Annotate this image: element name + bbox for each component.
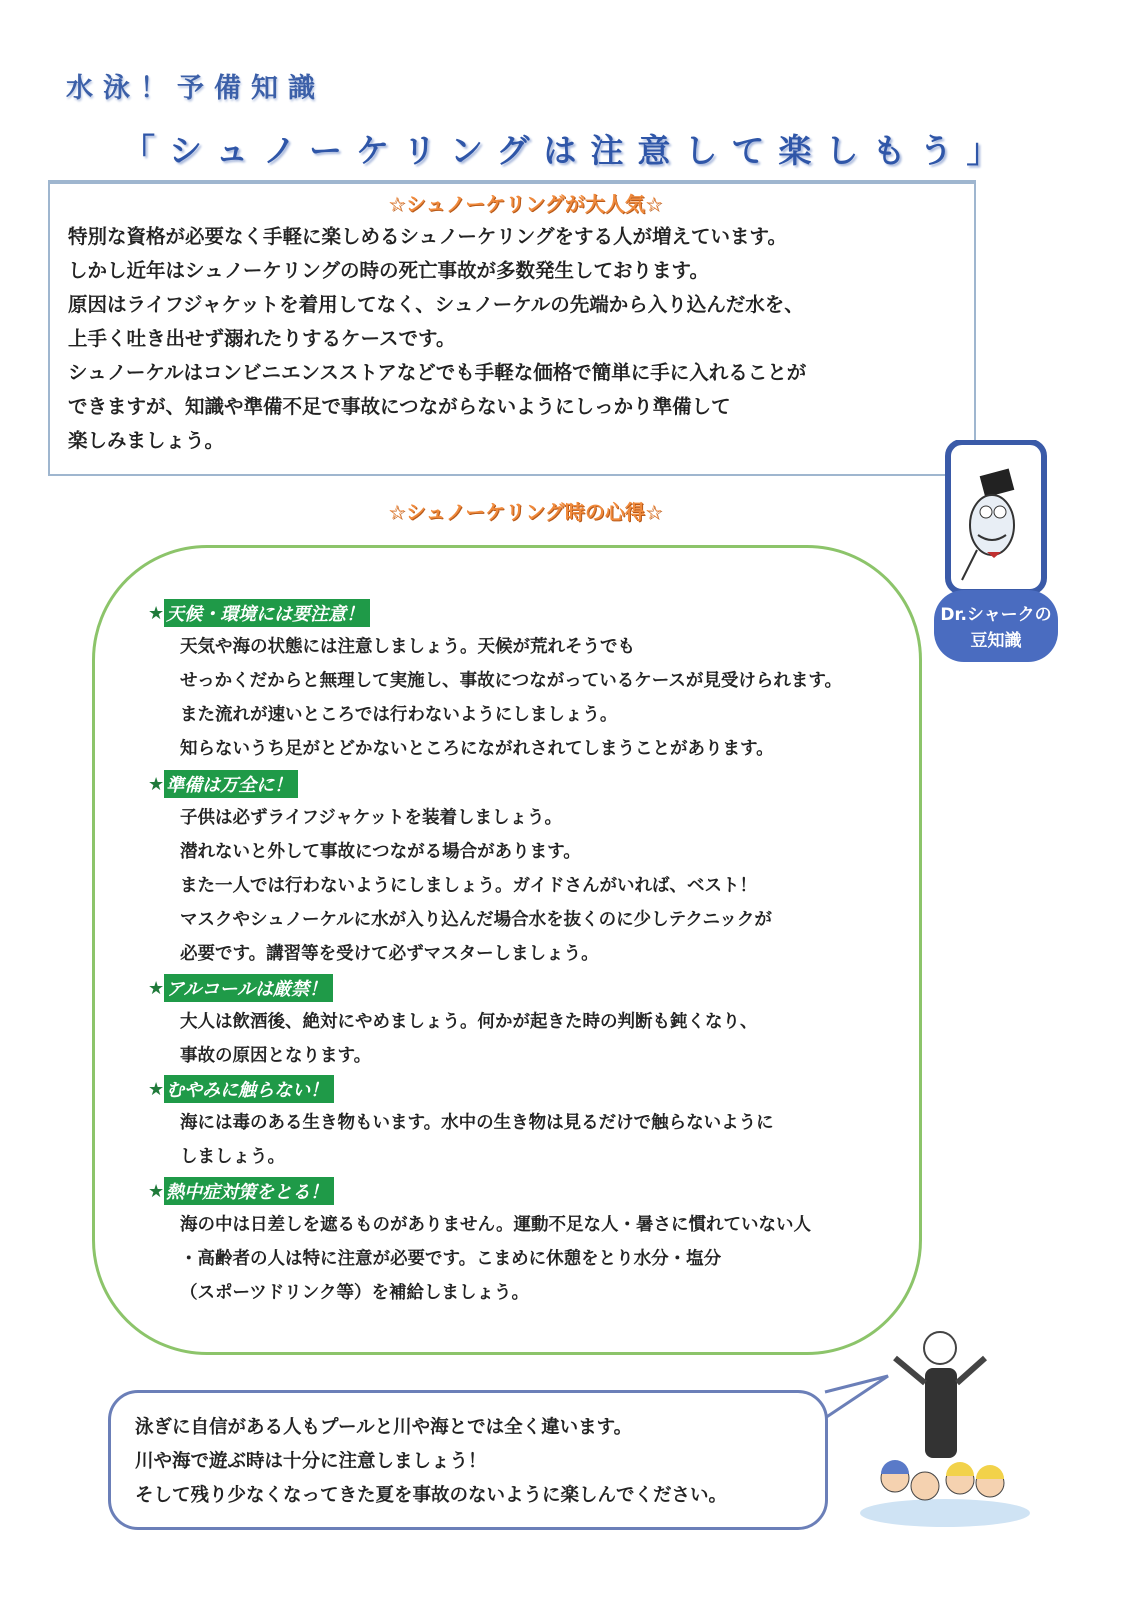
badge-line1: Dr.シャークの: [940, 605, 1052, 625]
dr-shark-badge: [932, 440, 1060, 666]
tip-section-heading: [148, 1178, 811, 1204]
tip-line: せっかくだからと無理して実施し、事故につながっているケースが見受けられます。: [180, 671, 843, 691]
intro-line: 特別な資格が必要なく手軽に楽しめるシュノーケリングをする人が増えています。: [68, 225, 787, 248]
star-icon: ★: [148, 773, 165, 795]
tip-line: 知らないうち足がとどかないところにながれされてしまうことがあります。: [180, 739, 774, 759]
tip-line: マスクやシュノーケルに水が入り込んだ場合水を抜くのに少しテクニックが: [180, 910, 772, 930]
intro-line: できますが、知識や準備不足で事故につながらないようにしっかり準備して: [68, 395, 731, 418]
intro-line: 原因はライフジャケットを着用してなく、シュノーケルの先端から入り込んだ水を、: [68, 293, 804, 316]
tip-section: [148, 975, 758, 1073]
bubble-line: 川や海で遊ぶ時は十分に注意しましょう！: [135, 1451, 487, 1472]
tip-line: しましょう。: [180, 1147, 285, 1167]
tip-line: また流れが速いところでは行わないようにしましょう。: [180, 705, 618, 725]
tip-title: 天候・環境には要注意！: [164, 599, 370, 627]
intro-line: 上手く吐き出せず溺れたりするケースです。: [68, 327, 456, 350]
tip-line: 天気や海の状態には注意しましょう。天候が荒れそうでも: [180, 637, 635, 657]
tip-section: [148, 1076, 774, 1174]
badge-line2: 豆知識: [970, 631, 1022, 651]
tip-line: また一人では行わないようにしましょう。ガイドさんがいれば、ベスト！: [180, 876, 757, 896]
tip-title: むやみに触らない！: [164, 1075, 334, 1103]
tip-line: 海の中は日差しを遮るものがありません。運動不足な人・暑さに慣れていない人: [180, 1215, 812, 1235]
bubble-line: 泳ぎに自信がある人もプールと川や海とでは全く違います。: [135, 1417, 633, 1438]
star-icon: ★: [148, 602, 165, 624]
star-icon: ★: [148, 1180, 165, 1202]
star-icon: ★: [148, 977, 165, 999]
intro-line: 楽しみましょう。: [68, 429, 225, 452]
tip-line: 子供は必ずライフジャケットを装着しましょう。: [180, 808, 563, 828]
tip-line: 必要です。講習等を受けて必ずマスターしましょう。: [180, 944, 599, 964]
tip-section: [148, 600, 842, 766]
tip-title: アルコールは厳禁！: [164, 974, 333, 1002]
intro-line: しかし近年はシュノーケリングの時の死亡事故が多数発生しております。: [68, 259, 709, 282]
tip-line: 大人は飲酒後、絶対にやめましょう。何かが起きた時の判断も鈍くなり、: [180, 1012, 758, 1032]
page-title: 「シュノーケリングは注意して楽しもう」: [122, 131, 1014, 170]
tip-line: ・高齢者の人は特に注意が必要です。こまめに休憩をとり水分・塩分: [180, 1249, 722, 1269]
speech-bubble: [108, 1390, 828, 1530]
tip-section: [148, 771, 772, 971]
kicker-heading: 水泳！予備知識: [66, 73, 325, 104]
tip-section-heading: [148, 771, 772, 797]
tip-section-heading: [148, 600, 842, 626]
intro-heading: ☆シュノーケリングが大人気☆: [388, 192, 663, 216]
tips-heading: ☆シュノーケリング時の心得☆: [388, 500, 663, 524]
tip-section: [148, 1178, 811, 1310]
intro-text: [68, 220, 806, 458]
star-icon: ★: [148, 1078, 165, 1100]
tip-title: 熱中症対策をとる！: [164, 1177, 334, 1205]
swimming-coach-illustration: [855, 1328, 1035, 1528]
bubble-line: そして残り少なくなってきた夏を事故のないように楽しんでください。: [135, 1485, 728, 1506]
tip-section-heading: [148, 975, 758, 1001]
tip-section-heading: [148, 1076, 774, 1102]
tip-title: 準備は万全に！: [164, 770, 298, 798]
tip-line: 事故の原因となります。: [180, 1046, 372, 1066]
tip-line: 海には毒のある生き物もいます。水中の生き物は見るだけで触らないように: [180, 1113, 774, 1133]
tip-line: （スポーツドリンク等）を補給しましょう。: [180, 1283, 529, 1303]
intro-line: シュノーケルはコンビニエンスストアなどでも手軽な価格で簡単に手に入れることが: [68, 361, 807, 384]
tip-line: 潜れないと外して事故につながる場合があります。: [180, 842, 581, 862]
